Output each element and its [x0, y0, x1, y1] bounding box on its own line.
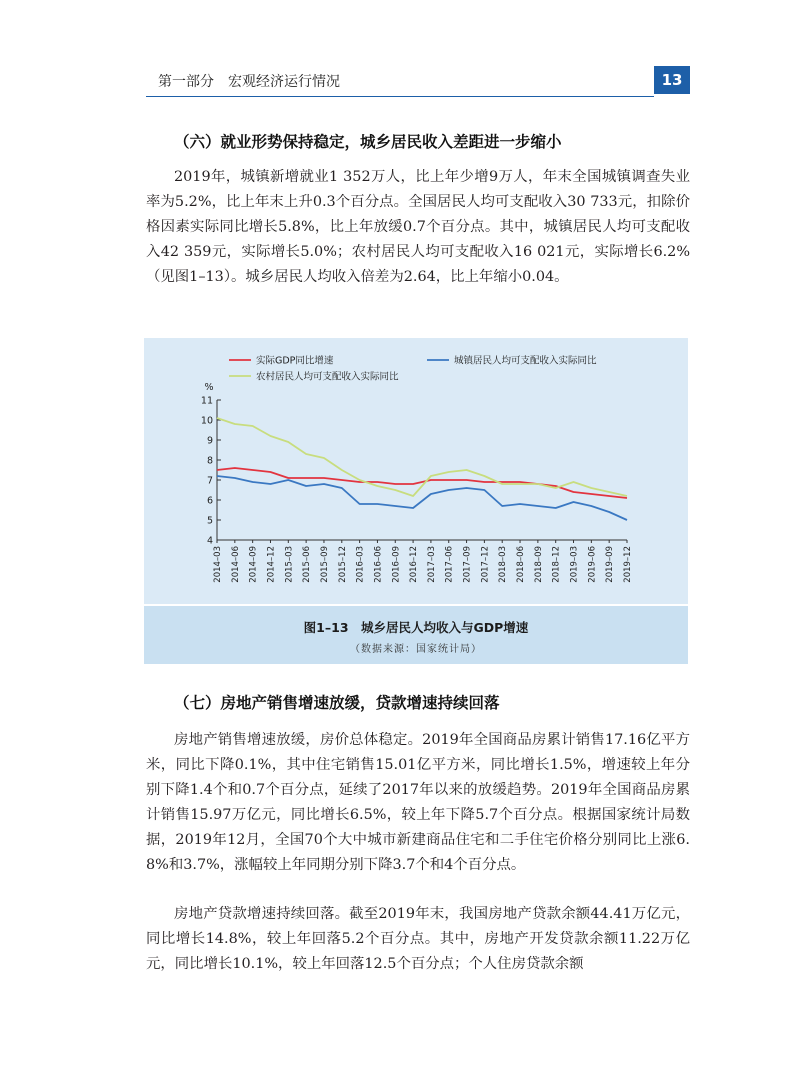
x-tick-label: 2017–03: [426, 546, 437, 583]
x-tick-label: 2015–09: [319, 546, 330, 583]
y-tick-label: 8: [206, 455, 213, 467]
x-tick-label: 2017–06: [444, 546, 455, 583]
x-tick-label: 2014–09: [248, 546, 259, 583]
y-tick-label: 6: [206, 495, 213, 507]
page-header: [146, 66, 690, 94]
x-tick-label: 2018–12: [551, 546, 562, 583]
x-tick-label: 2016–09: [391, 546, 402, 583]
x-tick-label: 2019–12: [623, 546, 633, 583]
y-axis-unit: %: [204, 382, 214, 393]
x-tick-label: 2017–12: [480, 546, 491, 583]
x-tick-label: 2015–03: [284, 546, 295, 583]
y-tick-label: 11: [200, 395, 213, 407]
section-title: 第一部分 宏观经济运行情况: [158, 74, 340, 90]
y-tick-label: 4: [206, 535, 213, 547]
income-gdp-line-chart: [144, 338, 688, 604]
figure-source: （数据来源：国家统计局）: [350, 644, 482, 655]
legend-label: 城镇居民人均可支配收入实际同比: [454, 355, 597, 367]
x-tick-label: 2016–03: [355, 546, 366, 583]
page-number: 13: [654, 66, 690, 94]
figure-1-13: [144, 338, 688, 662]
x-tick-label: 2018–03: [498, 546, 509, 583]
figure-caption-area: [144, 604, 688, 664]
x-tick-label: 2014–06: [230, 546, 241, 583]
y-tick-label: 9: [206, 435, 213, 447]
y-tick-label: 10: [200, 415, 213, 427]
y-tick-label: 7: [206, 475, 213, 487]
series-line-3: [217, 418, 627, 496]
section-6-paragraph: 2019年，城镇新增就业1 352万人，比上年少增9万人，年末全国城镇调查失业率为5.2%，比上年末上升0.3个百分点。全国居民人均可支配收入30 733元，扣除价格因素实际同比增长5.8%，比上年放缓0.7个百分点。其中，城镇居民人均可支配收入42 359元，实际增长5.0%；农村居民人均可支配收入16 021元，实际增长6.2%（见图1–13）。城乡居民人均收入倍差为2.64，比上年缩小0.04。: [146, 169, 690, 285]
figure-caption: 图1–13 城乡居民人均收入与GDP增速: [303, 620, 529, 635]
section-7-paragraph-2: 房地产贷款增速持续回落。截至2019年末，我国房地产贷款余额44.41万亿元，同比增长14.8%，较上年回落5.2个百分点。其中，房地产开发贷款余额11.22万亿元，同比增长10.1%，较上年回落12.5个百分点；个人住房贷款余额: [146, 906, 690, 972]
x-tick-label: 2015–06: [302, 546, 313, 583]
x-tick-label: 2016–06: [373, 546, 384, 583]
legend-label: 农村居民人均可支配收入实际同比: [256, 371, 399, 383]
x-tick-label: 2014–12: [266, 546, 277, 583]
header-rule: [146, 96, 654, 97]
x-tick-label: 2016–12: [409, 546, 420, 583]
x-tick-label: 2015–12: [337, 546, 348, 583]
section-6-heading: （六）就业形势保持稳定，城乡居民收入差距进一步缩小: [174, 133, 562, 151]
legend-label: 实际GDP同比增速: [256, 355, 334, 367]
x-tick-label: 2019–06: [587, 546, 598, 583]
x-tick-label: 2019–09: [605, 546, 616, 583]
x-tick-label: 2018–09: [533, 546, 544, 583]
x-tick-label: 2019–03: [569, 546, 580, 583]
section-7-paragraph-1: 房地产销售增速放缓，房价总体稳定。2019年全国商品房累计销售17.16亿平方米，同比下降0.1%，其中住宅销售15.01亿平方米，同比增长1.5%，增速较上年分别下降1.4个和0.7个百分点，延续了2017年以来的放缓趋势。2019年全国商品房累计销售15.97万亿元，同比增长6.5%，较上年下降5.7个百分点。根据国家统计局数据，2019年12月，全国70个大中城市新建商品住宅和二手住宅价格分别同比上涨6.8%和3.7%，涨幅较上年同期分别下降3.7个和4个百分点。: [146, 732, 690, 873]
x-tick-label: 2018–06: [516, 546, 527, 583]
x-tick-label: 2017–09: [462, 546, 473, 583]
y-tick-label: 5: [206, 515, 213, 527]
x-tick-label: 2014–03: [213, 546, 223, 583]
section-7-heading: （七）房地产销售增速放缓，贷款增速持续回落: [174, 694, 500, 712]
